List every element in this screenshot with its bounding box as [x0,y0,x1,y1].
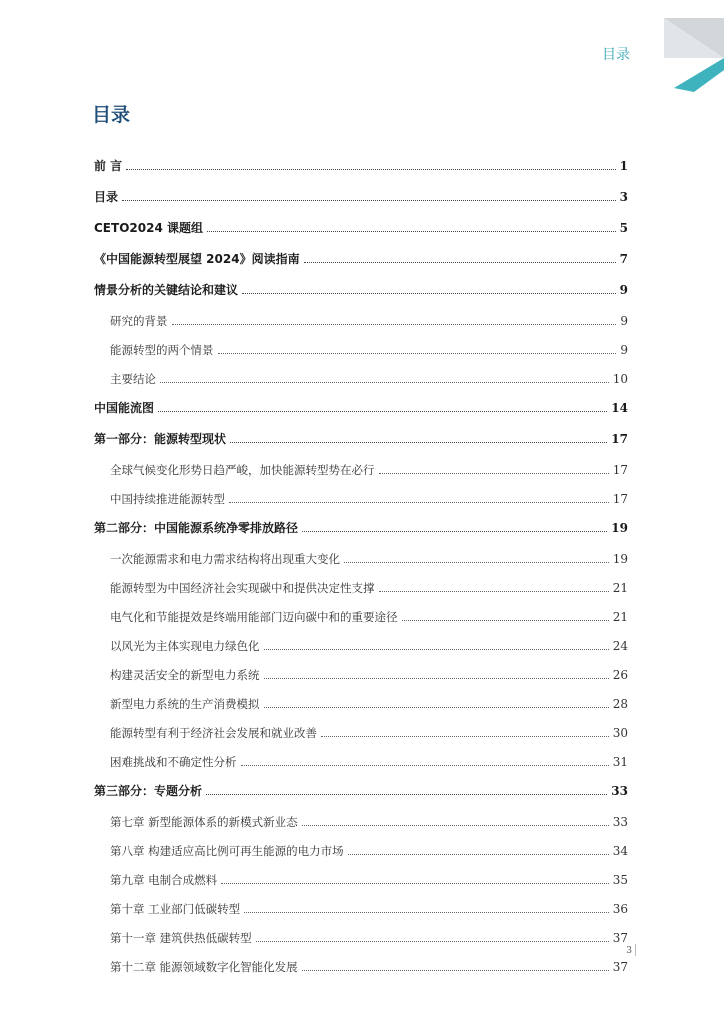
toc-entry-page: 17 [612,463,628,477]
toc-entry-title: 第十一章 建筑供热低碳转型 [110,931,252,945]
toc-entry-page: 1 [619,159,628,173]
toc-entry-subsection[interactable] [94,537,628,566]
toc-dot-leader [206,794,607,795]
toc-entry-title: 能源转型为中国经济社会实现碳中和提供决定性支撑 [110,581,375,595]
header-section-label: 目录 [602,47,630,63]
toc-entry-title: 前 言 [94,159,123,173]
toc-entry-title: 困难挑战和不确定性分析 [110,755,237,769]
toc-entry-section[interactable] [94,769,628,800]
toc-entry-title: 目录 [94,190,119,204]
toc-entry-subsection[interactable] [94,448,628,477]
toc-entry-subsection[interactable] [94,829,628,858]
toc-dot-leader [256,941,609,942]
toc-entry-subsection[interactable] [94,328,628,357]
toc-entry-title: 研究的背景 [110,314,168,328]
toc-dot-leader [126,169,615,170]
toc-dot-leader [172,324,617,325]
toc-entry-subsection[interactable] [94,740,628,769]
toc-dot-leader [379,591,609,592]
toc-entry-title: 第十章 工业部门低碳转型 [110,902,241,916]
toc-entry-title: 第八章 构建适应高比例可再生能源的电力市场 [110,844,344,858]
corner-decoration [664,0,724,100]
toc-entry-title: 以风光为主体实现电力绿色化 [110,639,260,653]
toc-entry-title: 第三部分：专题分析 [94,784,203,798]
toc-entry-page: 21 [612,610,628,624]
toc-entry-subsection[interactable] [94,624,628,653]
toc-entry-section[interactable] [94,506,628,537]
page-title: 目录 [92,104,131,126]
table-of-contents [94,144,628,974]
toc-entry-subsection[interactable] [94,299,628,328]
toc-dot-leader [302,970,609,971]
toc-entry-title: 第九章 电制合成燃料 [110,873,218,887]
toc-entry-page: 33 [612,815,628,829]
toc-entry-subsection[interactable] [94,477,628,506]
toc-entry-page: 9 [619,283,628,297]
page-number-divider [635,944,636,956]
toc-dot-leader [264,649,609,650]
toc-dot-leader [218,353,617,354]
toc-entry-title: 全球气候变化形势日趋严峻，加快能源转型势在必行 [110,463,375,477]
toc-entry-subsection[interactable] [94,566,628,595]
toc-dot-leader [221,883,609,884]
toc-entry-section[interactable] [94,206,628,237]
toc-entry-page: 30 [612,726,628,740]
toc-entry-title: 中国能流图 [94,401,155,415]
toc-entry-page: 14 [611,401,628,415]
toc-entry-title: 新型电力系统的生产消费模拟 [110,697,260,711]
toc-entry-page: 37 [612,931,628,945]
toc-dot-leader [122,200,616,201]
toc-dot-leader [344,562,609,563]
toc-entry-page: 34 [612,844,628,858]
toc-entry-subsection[interactable] [94,711,628,740]
toc-entry-subsection[interactable] [94,653,628,682]
toc-entry-subsection[interactable] [94,887,628,916]
toc-dot-leader [230,442,607,443]
toc-entry-title: 一次能源需求和电力需求结构将出现重大变化 [110,552,340,566]
toc-entry-page: 19 [612,552,628,566]
toc-entry-page: 17 [612,492,628,506]
toc-entry-subsection[interactable] [94,945,628,974]
toc-dot-leader [158,411,607,412]
toc-entry-page: 37 [612,960,628,974]
toc-entry-subsection[interactable] [94,595,628,624]
toc-dot-leader [264,678,609,679]
toc-entry-title: 能源转型的两个情景 [110,343,214,357]
toc-entry-page: 21 [612,581,628,595]
toc-entry-subsection[interactable] [94,858,628,887]
toc-entry-title: 《中国能源转型展望 2024》阅读指南 [94,252,300,266]
toc-entry-subsection[interactable] [94,357,628,386]
toc-entry-page: 9 [620,343,628,357]
toc-entry-section[interactable] [94,175,628,206]
toc-entry-page: 36 [612,902,628,916]
toc-entry-title: 情景分析的关键结论和建议 [94,283,239,297]
toc-entry-page: 35 [612,873,628,887]
toc-entry-page: 10 [612,372,628,386]
toc-entry-title: 第二部分：中国能源系统净零排放路径 [94,521,299,535]
toc-entry-page: 28 [612,697,628,711]
toc-entry-page: 31 [612,755,628,769]
toc-entry-title: 第七章 新型能源体系的新模式新业态 [110,815,298,829]
toc-dot-leader [264,707,609,708]
toc-dot-leader [302,825,609,826]
toc-entry-section[interactable] [94,386,628,417]
toc-dot-leader [402,620,609,621]
page-number: 3 [626,946,632,956]
toc-entry-subsection[interactable] [94,800,628,829]
toc-entry-page: 19 [611,521,628,535]
toc-entry-section[interactable] [94,268,628,299]
toc-dot-leader [321,736,609,737]
toc-dot-leader [241,765,609,766]
toc-entry-section[interactable] [94,417,628,448]
toc-entry-title: 构建灵活安全的新型电力系统 [110,668,260,682]
toc-entry-section[interactable] [94,237,628,268]
toc-entry-title: 能源转型有利于经济社会发展和就业改善 [110,726,317,740]
toc-entry-subsection[interactable] [94,916,628,945]
toc-entry-page: 24 [612,639,628,653]
toc-entry-title: CETO2024 课题组 [94,221,203,235]
toc-entry-title: 第十二章 能源领域数字化智能化发展 [110,960,298,974]
toc-dot-leader [304,262,616,263]
toc-dot-leader [229,502,609,503]
toc-entry-title: 中国持续推进能源转型 [110,492,225,506]
toc-dot-leader [379,473,609,474]
toc-entry-page: 17 [611,432,628,446]
toc-entry-section[interactable] [94,144,628,175]
toc-entry-title: 第一部分：能源转型现状 [94,432,227,446]
toc-dot-leader [207,231,616,232]
toc-entry-subsection[interactable] [94,682,628,711]
toc-entry-page: 3 [619,190,628,204]
toc-dot-leader [160,382,609,383]
toc-dot-leader [302,531,607,532]
toc-entry-page: 33 [611,784,628,798]
toc-dot-leader [242,293,616,294]
toc-entry-page: 9 [620,314,628,328]
toc-dot-leader [348,854,609,855]
toc-entry-title: 主要结论 [110,372,156,386]
toc-entry-title: 电气化和节能提效是终端用能部门迈向碳中和的重要途径 [110,610,398,624]
toc-dot-leader [244,912,609,913]
toc-entry-page: 5 [619,221,628,235]
toc-entry-page: 7 [619,252,628,266]
toc-entry-page: 26 [612,668,628,682]
